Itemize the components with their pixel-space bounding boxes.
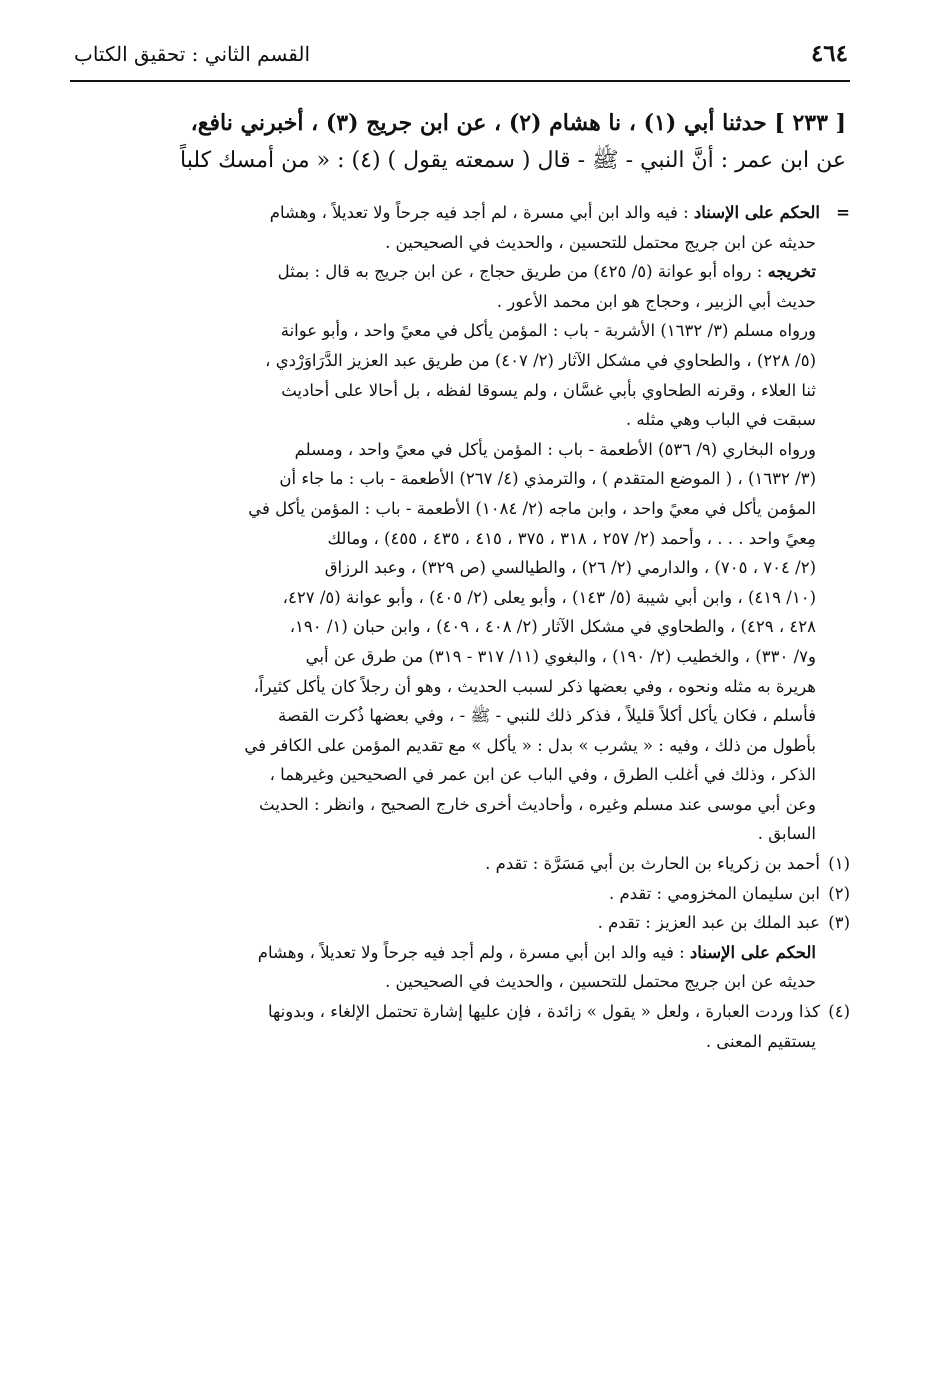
para3-line: فأسلم ، فكان يأكل أكلاً قليلاً ، فذكر ذلك للنبي - ﷺ - ، وفي بعضها ذُكرت القصة — [277, 706, 816, 726]
para3-line: مِعيً واحد . . . ، وأحمد (٢/ ٢٥٧ ، ٣١٨ ، ٣٧٥ ، ٤١٥ ، ٤٣٥ ، ٤٥٥) ، ومالك — [327, 528, 816, 548]
footnote-number: (٤) — [828, 1002, 850, 1022]
page-number: ٤٦٤ — [810, 40, 848, 67]
footnote-text: ابن سليمان المخزومي : تقدم . — [609, 883, 820, 903]
page-header — [70, 36, 850, 82]
para3-line: و٧/ ٣٣٠) ، والخطيب (٢/ ١٩٠) ، والبغوي (١١/ ٣١٧ - ٣١٩) من طرق عن أبي — [305, 646, 816, 666]
para3-line: وعن أبي موسى عند مسلم وغيره ، وأحاديث أخرى خارج الصحيح ، وانظر : الحديث — [259, 794, 816, 814]
para3-line: المؤمن يأكل في معيً واحد ، وابن ماجه (٢/ ١٠٨٤) الأطعمة - باب : المؤمن يأكل في — [248, 498, 816, 518]
para3-line: (٢/ ٧٠٤ ، ٧٠٥) ، والدارمي (٢/ ٢٦) ، والطيالسي (ص ٣٢٩) ، وعبد الرزاق — [324, 558, 816, 578]
takhrij-line-2: حديث أبي الزبير ، وحجاج هو ابن محمد الأعور . — [496, 291, 816, 311]
footnote-text: كذا وردت العبارة ، ولعل « يقول » زائدة ، فإن عليها إشارة تحتمل الإلغاء ، وبدونها — [268, 1002, 820, 1022]
para3-line: ورواه البخاري (٩/ ٥٣٦) الأطعمة - باب : المؤمن يأكل في معيً واحد ، ومسلم — [294, 439, 816, 459]
hadith-text — [70, 104, 850, 180]
footnote-3 — [70, 908, 850, 938]
hukm-label: الحكم على الإسناد — [689, 942, 816, 962]
para3-line: بأطول من ذلك ، وفيه : « يشرب » بدل : « يأكل » مع تقديم المؤمن على الكافر في — [244, 735, 816, 755]
hukm-label: الحكم على الإسناد — [693, 203, 820, 222]
footnote-number: (٢) — [828, 883, 850, 903]
para3-line: ٤٢٨ ، ٤٢٩) ، والطحاوي في مشكل الآثار (٢/ ٤٠٨ ، ٤٠٩) ، وابن حبان (١/ ١٩٠، — [289, 617, 816, 637]
para3-line: (٣/ ١٦٣٢) ، ( الموضع المتقدم ) ، والترمذي (٤/ ٢٦٧) الأطعمة - باب : ما جاء أن — [279, 469, 816, 489]
continuation-mark: = — [836, 203, 850, 222]
para2-line: سبقت في الباب وهي مثله . — [625, 410, 816, 430]
footnote-number: (١) — [828, 854, 850, 874]
footnotes-section — [70, 198, 850, 1056]
footnote-3-hukm-1 — [70, 938, 850, 968]
footnote-2 — [70, 879, 850, 909]
takhrij-label: تخريجه — [767, 262, 816, 282]
footnote-text: أحمد بن زكرياء بن الحارث بن أبي مَسَرَّة : تقدم . — [485, 854, 820, 874]
hukm-text-1: : فيه والد ابن أبي مسرة ، لم أجد فيه جرحاً ولا تعديلاً ، وهشام — [269, 203, 689, 222]
takhrij-text-1: : رواه أبو عوانة (٥/ ٤٢٥) من طريق حجاج ، عن ابن جريج به قال : بمثل — [277, 262, 763, 282]
takhrij-line-1 — [70, 257, 850, 287]
footnote-number: (٣) — [828, 913, 850, 933]
para3-line: الذكر ، وذلك في أغلب الطرق ، وفي الباب عن ابن عمر في الصحيحين وغيرهما ، — [269, 765, 816, 785]
book-page — [70, 36, 850, 1056]
hadith-line-1: [ ٢٣٣ ] حدثنا أبي (١) ، نا هشام (٢) ، عن ابن جريج (٣) ، أخبرني نافع، — [190, 110, 846, 136]
footnote-4 — [70, 997, 850, 1027]
footnote-1 — [70, 849, 850, 879]
para2-line: ثنا العلاء ، وقرنه الطحاوي بأبي غسَّان ، ولم يسوقا لفظه ، بل أحالا على أحاديث — [281, 380, 816, 400]
para2-line: ورواه مسلم (٣/ ١٦٣٢) الأشربة - باب : المؤمن يأكل في معيً واحد ، وأبو عوانة — [280, 321, 816, 341]
footnote-4-line-2: يستقيم المعنى . — [705, 1031, 816, 1051]
hukm-line-1 — [70, 198, 850, 228]
para2-line: (٥/ ٢٢٨) ، والطحاوي في مشكل الآثار (٢/ ٤٠٧) من طريق عبد العزيز الدَّرَاوَرْدي ، — [265, 350, 816, 370]
para3-line: (١٠/ ٤١٩) ، وابن أبي شيبة (٥/ ١٤٣) ، وأبو يعلى (٢/ ٤٠٥) ، وأبو عوانة (٥/ ٤٢٧، — [282, 587, 816, 607]
footnote-text: عبد الملك بن عبد العزيز : تقدم . — [597, 913, 820, 933]
running-title: القسم الثاني : تحقيق الكتاب — [74, 42, 311, 66]
hukm-line-2: حديثه عن ابن جريج محتمل للتحسين ، والحديث في الصحيحين . — [385, 232, 816, 252]
hukm-text: : فيه والد ابن أبي مسرة ، ولم أجد فيه جرحاً ولا تعديلاً ، وهشام — [257, 942, 685, 962]
para3-line: السابق . — [757, 824, 816, 844]
para3-line: هريرة به مثله ونحوه ، وفي بعضها ذكر لسبب الحديث ، وهو أن رجلاً كان يأكل كثيراً، — [253, 676, 816, 696]
hadith-line-2: عن ابن عمر : أنَّ النبي - ﷺ - قال ( سمعته يقول ) (٤) : « من أمسك كلباً — [179, 148, 846, 173]
footnote-3-hukm-2: حديثه عن ابن جريج محتمل للتحسين ، والحديث في الصحيحين . — [385, 972, 816, 992]
